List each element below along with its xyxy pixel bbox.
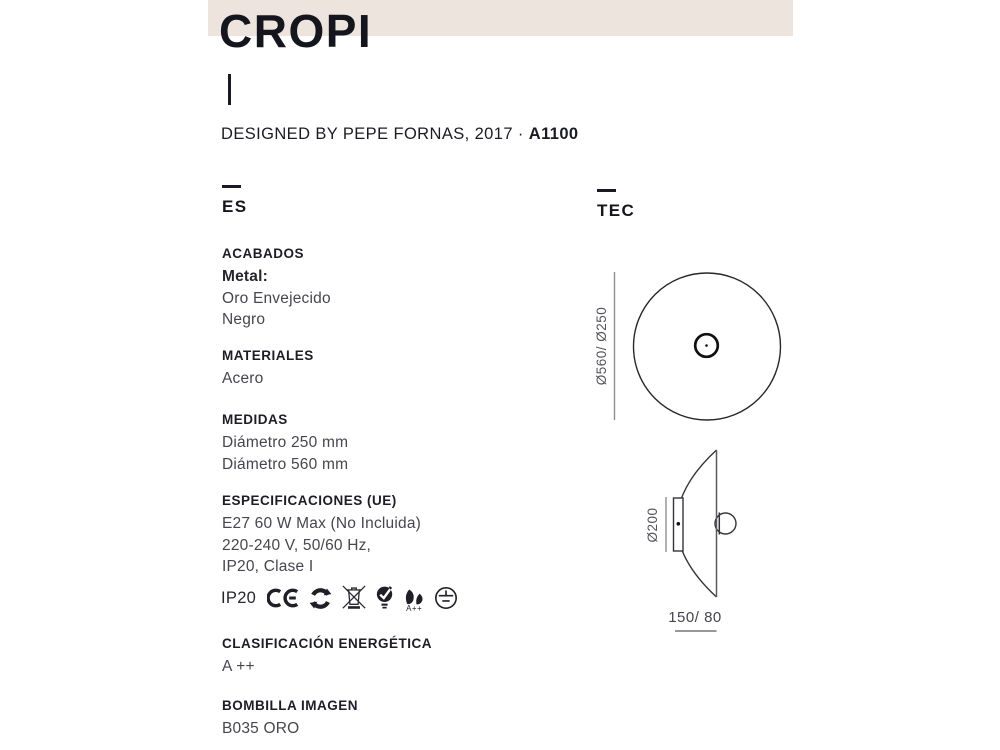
- section-especificaciones: [222, 493, 421, 578]
- center-dot: [705, 344, 708, 347]
- section-line: Diámetro 560 mm: [222, 455, 349, 473]
- leaf-energy-icon: [403, 588, 425, 605]
- bulb-check-icon: [376, 585, 394, 611]
- weee-crossed-bin-icon: [341, 584, 367, 612]
- section-materiales: [222, 348, 314, 390]
- leaf-energy-icon-group: [403, 588, 425, 613]
- designed-by-line: [221, 125, 578, 144]
- side-view-diameter-label: Ø200: [644, 506, 660, 543]
- language-label-tec: TEC: [597, 200, 636, 220]
- section-heading: ACABADOS: [222, 246, 305, 261]
- dash-rule: [597, 189, 616, 192]
- side-view-depth-label: 150/ 80: [668, 609, 722, 626]
- section-heading: CLASIFICACIÓN ENERGÉTICA: [222, 636, 433, 651]
- green-dot-recycle-icon: [309, 587, 332, 610]
- section-heading: MATERIALES: [222, 348, 314, 363]
- section-heading: MEDIDAS: [222, 412, 288, 427]
- leaf-energy-caption: A++: [406, 603, 423, 613]
- page-title: CROPI: [219, 5, 373, 57]
- section-line: Acero: [222, 370, 264, 387]
- section-line: B035 ORO: [222, 720, 300, 737]
- section-line: Negro: [222, 311, 266, 328]
- section-heading: BOMBILLA IMAGEN: [222, 698, 358, 713]
- section-clasificacion-energetica: [222, 636, 432, 678]
- section-line: 220-240 V, 50/60 Hz,: [222, 536, 372, 554]
- designed-by-text: DESIGNED BY PEPE FORNAS, 2017 ·: [221, 125, 524, 143]
- bulb-circle: [715, 513, 736, 534]
- model-code: A1100: [528, 125, 579, 143]
- section-line: IP20, Clase I: [222, 558, 314, 575]
- earth-ground-icon: [434, 586, 458, 610]
- language-marker-tec: [597, 189, 635, 221]
- section-heading: ESPECIFICACIONES (UE): [222, 493, 397, 508]
- dash-rule: [222, 185, 241, 188]
- section-line: Diámetro 250 mm: [222, 434, 349, 451]
- section-line: Oro Envejecido: [222, 289, 331, 307]
- language-marker-es: [222, 185, 247, 217]
- section-bombilla-imagen: [222, 698, 358, 740]
- language-label-es: ES: [222, 196, 248, 216]
- title-tick-mark: [228, 74, 231, 105]
- ip-rating-label: IP20: [221, 588, 257, 607]
- section-line: A ++: [222, 658, 255, 675]
- front-view-diameter-label: Ø560/ Ø250: [594, 306, 609, 386]
- certification-row: [221, 583, 458, 613]
- section-line: E27 60 W Max (No Incluida): [222, 515, 422, 532]
- mount-dot: [677, 522, 681, 526]
- section-acabados: [222, 246, 331, 331]
- section-medidas: [222, 412, 348, 475]
- section-subheading: Metal:: [222, 268, 268, 285]
- ce-mark-icon: [267, 587, 300, 609]
- front-view-drawing: [580, 255, 805, 430]
